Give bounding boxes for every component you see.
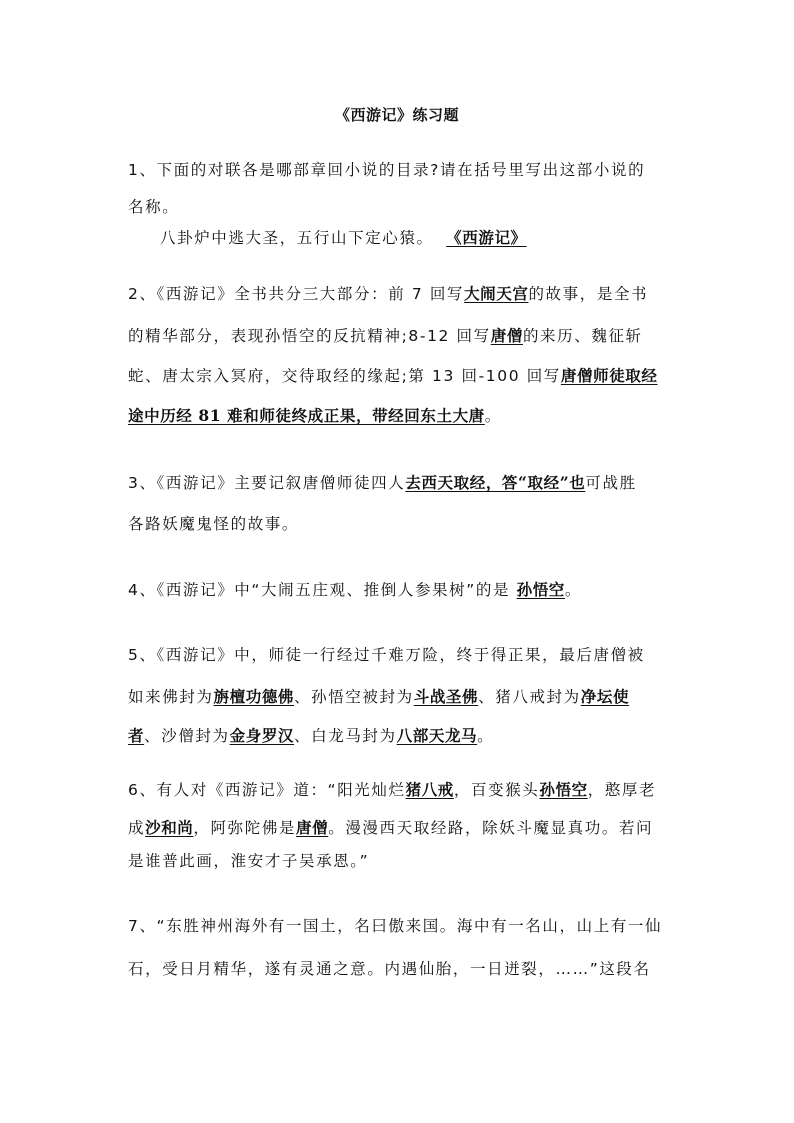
- q2-text: 蛇、唐太宗入冥府，交待取经的缘起;第 13 回-100 回写: [128, 367, 561, 385]
- q2-answer-4: 途中历经 81 难和师徒终成正果，带经回东土大唐: [128, 406, 485, 425]
- q4-text: 。: [564, 581, 583, 599]
- q4-line-1: [128, 580, 582, 600]
- q6-text: ，阿弥陀佛是: [193, 819, 297, 837]
- q7-text: 石，受日月精华，遂有灵通之意。内遇仙胎，一日迸裂，……”这段名: [128, 960, 651, 978]
- q2-text: 2、《西游记》全书共分三大部分：前 7 回写: [128, 285, 465, 303]
- page-title: 《西游记》练习题: [334, 106, 459, 124]
- q5-line-1: [128, 645, 645, 665]
- q2-answer-2: 唐僧: [490, 326, 523, 345]
- q5-line-2: [128, 687, 629, 707]
- q1-text: 名称。: [128, 198, 180, 216]
- q5-answer-1: 旃檀功德佛: [213, 687, 295, 706]
- q1-couplet: 八卦炉中逃大圣，五行山下定心猿。: [160, 229, 434, 247]
- q6-answer-1: 猪八戒: [405, 780, 454, 799]
- q5-text: 。: [477, 727, 495, 745]
- q1-answer: 《西游记》: [446, 228, 527, 247]
- q5-answer-4: 金身罗汉: [229, 726, 295, 745]
- q1-line-1: [128, 160, 645, 180]
- q6-answer-2: 孙悟空: [539, 780, 588, 799]
- q6-text: 。漫漫西天取经路，除妖斗魔显真功。若问: [328, 819, 654, 837]
- q3-answer: 去西天取经，答“取经”也: [405, 473, 586, 492]
- q6-text: ，百变猴头: [453, 781, 540, 799]
- q2-text: 。: [484, 407, 502, 425]
- q5-text: 、猪八戒封为: [478, 688, 581, 706]
- q2-answer-1: 大闹天宫: [464, 284, 529, 303]
- q5-text: 、白龙马封为: [294, 727, 397, 745]
- q5-text: 5、《西游记》中，师徒一行经过千难万险，终于得正果，最后唐僧被: [128, 646, 645, 664]
- q7-line-2: [128, 959, 651, 979]
- q2-line-3: [128, 366, 658, 386]
- q2-text: 的精华部分，表现孙悟空的反抗精神;8-12 回写: [128, 327, 491, 345]
- q2-answer-3: 唐僧师徒取经: [560, 366, 658, 385]
- q5-text: 、孙悟空被封为: [294, 688, 414, 706]
- q4-answer: 孙悟空: [516, 580, 565, 599]
- q7-text: 7、“东胜神州海外有一国土，名曰傲来国。海中有一名山，山上有一仙: [128, 917, 663, 935]
- q7-line-1: [128, 916, 662, 936]
- q6-text: 是谁普此画，淮安才子吴承恩。”: [128, 852, 370, 870]
- q2-line-1: [128, 284, 648, 304]
- q6-answer-4: 唐僧: [296, 818, 329, 837]
- q5-answer-5: 八部天龙马: [396, 726, 478, 745]
- q1-line-2: [128, 197, 179, 217]
- q5-text: 、沙僧封为: [144, 727, 230, 745]
- q3-text: 3、《西游记》主要记叙唐僧师徒四人: [128, 474, 406, 492]
- q2-text: 的来历、魏征斩: [522, 327, 643, 345]
- q3-line-2: [128, 514, 299, 534]
- q2-line-4: [128, 406, 502, 426]
- q5-answer-3: 净坛使: [580, 687, 630, 706]
- q5-line-3: [128, 726, 494, 746]
- q3-line-1: [128, 473, 637, 493]
- q5-text: 如来佛封为: [128, 688, 214, 706]
- q1-line-3: [160, 228, 527, 248]
- q1-text: 1、下面的对联各是哪部章回小说的目录?请在括号里写出这部小说的: [128, 161, 646, 179]
- q2-text: 的故事，是全书: [528, 285, 649, 303]
- q3-text: 可战胜: [585, 474, 637, 492]
- q6-text: 成: [128, 819, 146, 837]
- q2-line-2: [128, 326, 643, 346]
- q5-answer-3-cont: 者: [128, 726, 145, 745]
- q3-text: 各路妖魔鬼怪的故事。: [128, 515, 300, 533]
- q6-line-3: [128, 851, 369, 871]
- q5-answer-2: 斗战圣佛: [413, 687, 479, 706]
- q6-line-2: [128, 818, 653, 838]
- q4-text: 4、《西游记》中“大闹五庄观、推倒人参果树”的是: [128, 581, 511, 599]
- q6-text: ，憨厚老: [587, 781, 657, 799]
- q6-text: 6、有人对《西游记》道：“阳光灿烂: [128, 781, 406, 799]
- q6-answer-3: 沙和尚: [145, 818, 194, 837]
- q6-line-1: [128, 780, 656, 800]
